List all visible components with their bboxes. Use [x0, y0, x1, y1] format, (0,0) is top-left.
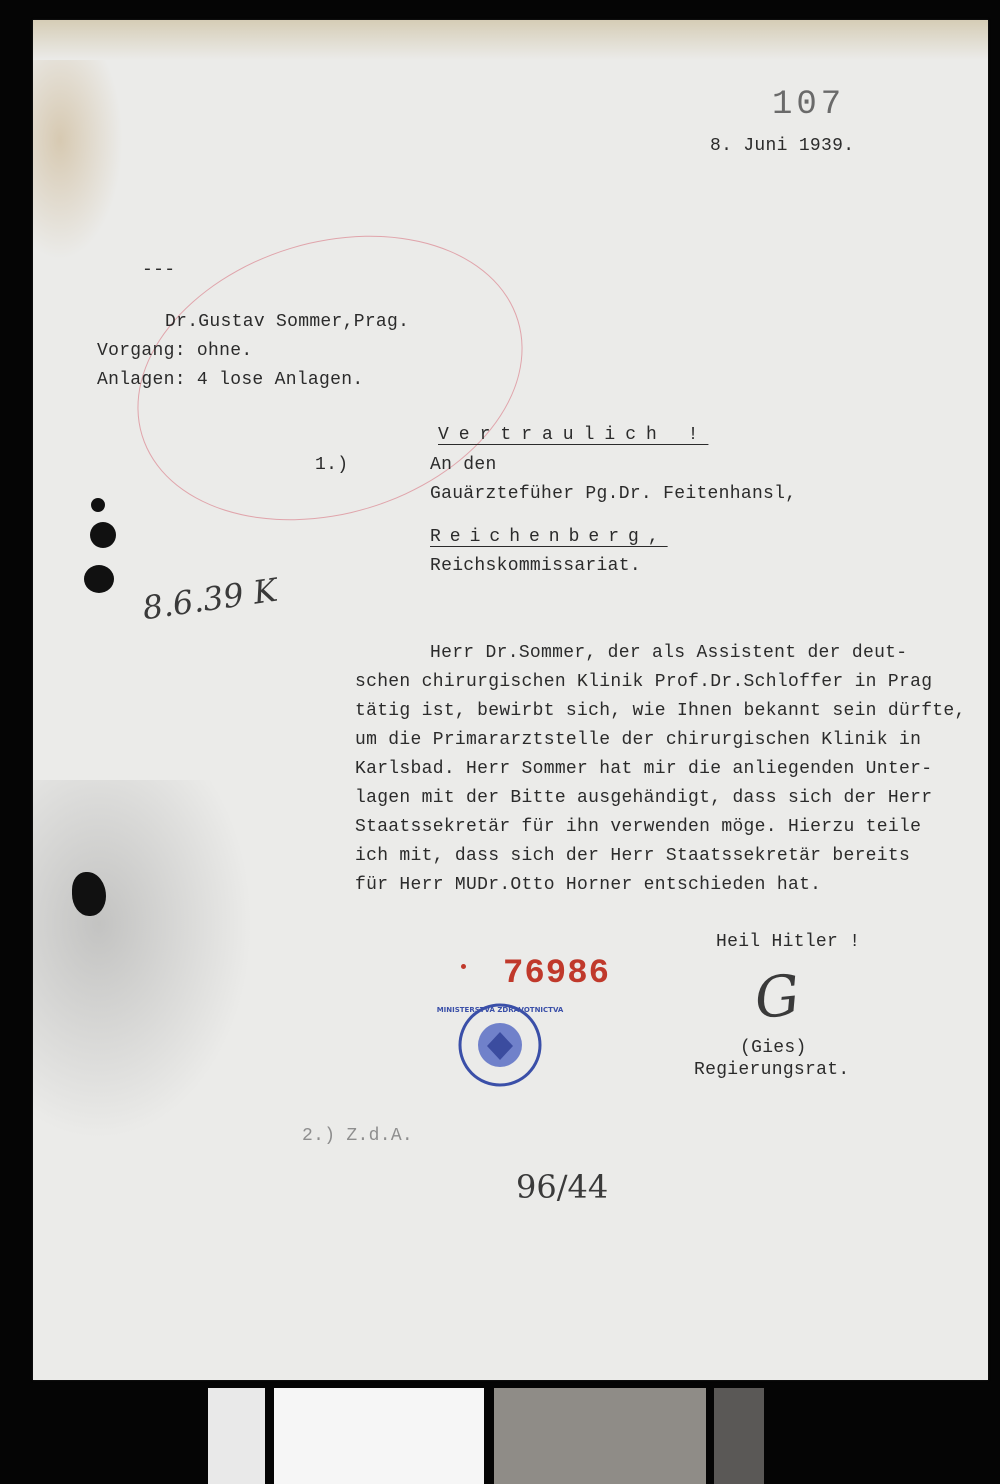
letter-date: 8. Juni 1939. — [710, 136, 855, 156]
color-patch — [208, 1388, 265, 1484]
body-line: schen chirurgischen Klinik Prof.Dr.Schloffer in Prag — [355, 672, 933, 692]
body-line: für Herr MUDr.Otto Horner entschieden hat. — [355, 875, 822, 895]
body-line: um die Primararztstelle der chirurgischen Klinik in — [355, 730, 922, 750]
color-patch — [714, 1388, 764, 1484]
handwritten-note: 8.6.39 K — [140, 570, 280, 628]
item-zda: 2.) Z.d.A. — [302, 1126, 414, 1146]
signature-name: (Gies) — [740, 1038, 807, 1058]
body-line: lagen mit der Bitte ausgehändigt, dass sich der Herr — [355, 788, 933, 808]
red-registry-number: 76986 — [503, 955, 611, 993]
body-line: tätig ist, bewirbt sich, wie Ihnen bekannt sein dürfte, — [355, 701, 966, 721]
dash-mark: --- — [142, 260, 176, 280]
recipient-line: Reichskommissariat. — [430, 556, 641, 576]
punch-hole — [72, 872, 106, 916]
punch-hole — [91, 498, 105, 512]
closing-salutation: Heil Hitler ! — [716, 932, 861, 952]
recipient-line: Gauärztefüher Pg.Dr. Feitenhansl, — [430, 484, 797, 504]
folio-number: 107 — [772, 86, 846, 124]
document-page — [33, 20, 988, 1380]
paper-stain — [33, 20, 988, 60]
subject-line: Dr.Gustav Sommer,Prag. — [165, 312, 410, 332]
ministry-seal — [436, 1002, 564, 1088]
recipient-city: Reichenberg, — [430, 527, 668, 547]
recipient-line: An den — [430, 455, 497, 475]
body-line: Herr Dr.Sommer, der als Assistent der deut- — [430, 643, 908, 663]
confidential-heading: Vertraulich ! — [438, 425, 709, 445]
body-line: Staatssekretär für ihn verwenden möge. Hierzu teile — [355, 817, 922, 837]
signature-title: Regierungsrat. — [694, 1060, 850, 1080]
color-patch — [274, 1388, 484, 1484]
paper-stain — [33, 60, 123, 260]
subject-line: Anlagen: 4 lose Anlagen. — [97, 370, 364, 390]
handwritten-file-number: 96/44 — [516, 1168, 609, 1206]
body-line: ich mit, dass sich der Herr Staatssekretär bereits — [355, 846, 911, 866]
seal-text: MINISTERSTVA ZDRAVOTNICTVA — [436, 1006, 564, 1014]
signature: G — [751, 962, 804, 1033]
item-number: 1.) — [315, 455, 349, 475]
punch-hole — [90, 522, 116, 548]
subject-line: Vorgang: ohne. — [97, 341, 253, 361]
body-line: Karlsbad. Herr Sommer hat mir die anliegenden Unter- — [355, 759, 933, 779]
paper-smudge — [33, 780, 253, 1140]
punch-hole — [84, 565, 114, 593]
red-dot — [461, 964, 466, 969]
color-patch — [494, 1388, 706, 1484]
